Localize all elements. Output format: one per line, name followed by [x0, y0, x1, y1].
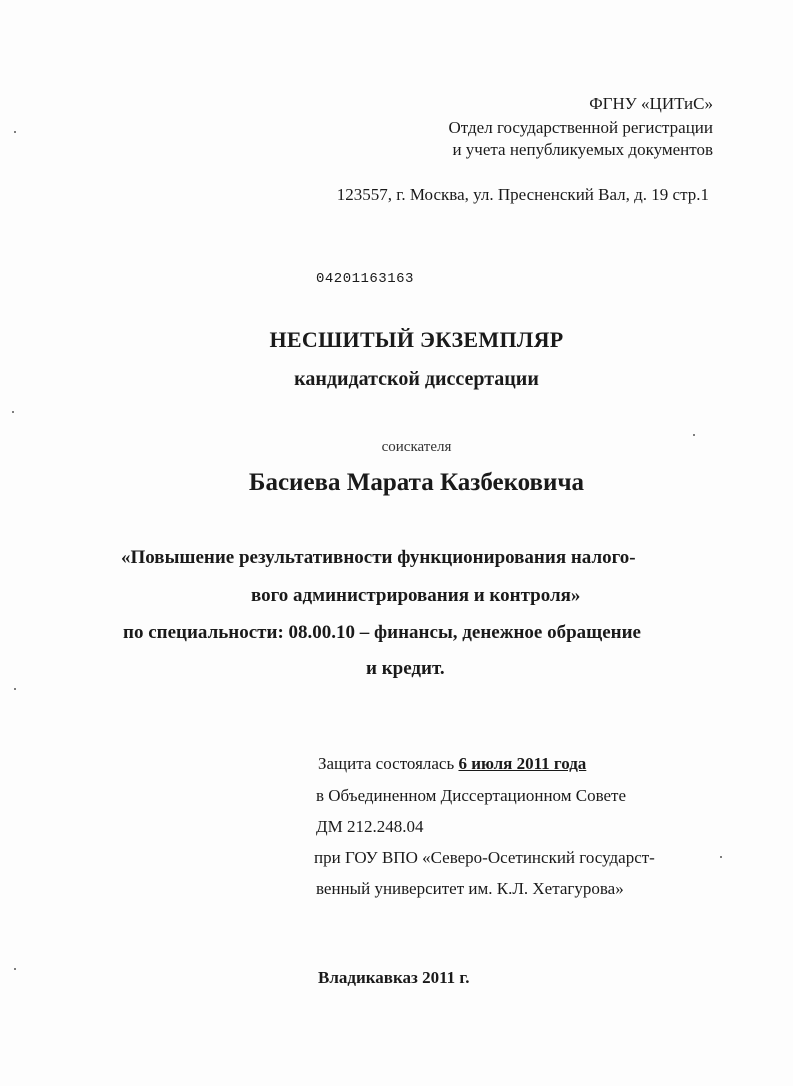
topic-line-3: по специальности: 08.00.10 – финансы, денежное обращение [123, 622, 641, 643]
defense-line-2: в Объединенном Диссертационном Совете [316, 786, 627, 805]
defense-line-3: ДМ 212.248.04 [316, 817, 424, 836]
defense-line-1 [318, 749, 586, 778]
defense-prefix: Защита состоялась [318, 754, 459, 773]
applicant-label: соискателя [381, 439, 452, 455]
defense-line-5: венный университет им. К.Л. Хетагурова» [316, 879, 624, 898]
scan-speck [14, 968, 16, 970]
scan-speck [14, 688, 16, 690]
defense-date: 6 июля 2011 года [458, 754, 587, 773]
document-title: НЕСШИТЫЙ ЭКЗЕМПЛЯР [269, 327, 564, 352]
document-subtitle: кандидатской диссертации [294, 368, 539, 390]
scan-speck [693, 434, 695, 436]
scan-speck [14, 131, 16, 133]
address: 123557, г. Москва, ул. Пресненский Вал, д. 19 стр.1 [336, 185, 709, 204]
applicant-name: Басиева Марата Казбековича [248, 469, 585, 496]
dept-line-2: и учета непубликуемых документов [452, 140, 713, 159]
topic-line-4: и кредит. [366, 658, 445, 679]
registration-number: 04201163163 [316, 271, 414, 287]
scan-speck [720, 856, 722, 858]
city-year: Владикавказ 2011 г. [318, 968, 470, 987]
dept-line-1: Отдел государственной регистрации [448, 118, 713, 137]
org-name: ФГНУ «ЦИТиС» [589, 94, 713, 113]
scan-speck [12, 411, 14, 413]
defense-line-4: при ГОУ ВПО «Северо-Осетинский государст- [314, 848, 655, 867]
topic-line-2: вого администрирования и контроля» [251, 585, 581, 606]
topic-line-1: «Повышение результативности функционирования налого- [121, 547, 636, 568]
